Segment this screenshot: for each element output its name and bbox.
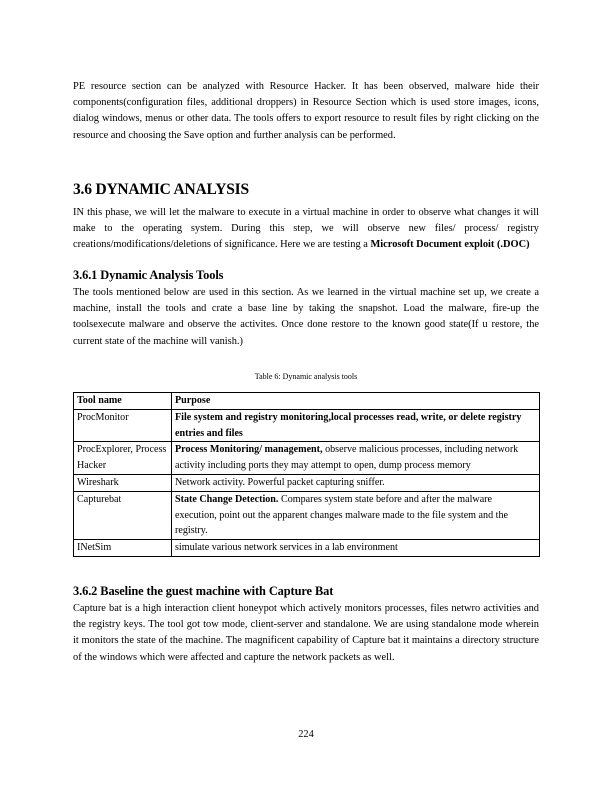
table-row <box>74 442 540 475</box>
tools-table <box>73 392 540 557</box>
tool-name-cell: Wireshark <box>74 474 172 491</box>
table-header-tool: Tool name <box>74 393 172 410</box>
subsection-1-heading: 3.6.1 Dynamic Analysis Tools <box>73 268 224 282</box>
table-header-purpose: Purpose <box>172 393 540 410</box>
table-row <box>74 540 540 557</box>
purpose-text: simulate various network services in a lab environment <box>175 542 398 554</box>
table-row <box>74 474 540 491</box>
purpose-cell <box>172 540 540 557</box>
purpose-cell <box>172 491 540 539</box>
purpose-bold: State Change Detection. <box>175 493 279 505</box>
tool-name-cell: Capturebat <box>74 491 172 539</box>
section-paragraph <box>73 205 539 254</box>
purpose-cell <box>172 409 540 442</box>
purpose-cell <box>172 442 540 475</box>
section-paragraph-bold: Microsoft Document exploit (.DOC) <box>370 239 530 251</box>
purpose-text: Compares system state before and after the malware execution, point out the apparent changes malware made to the file system and the registry. <box>175 493 508 537</box>
section-heading: 3.6 DYNAMIC ANALYSIS <box>73 181 249 198</box>
purpose-bold: Process Monitoring/ management, <box>175 444 323 456</box>
table-row <box>74 409 540 442</box>
subsection-2-paragraph: Capture bat is a high interaction client honeypot which actively monitors processes, files netwro activities and the registry keys. The tool got tow mode, client-server and standalone. We are using standalone mode wherein it monitors the state of the machine. The magnificent capability of Capture bat it maintains a directory structure of the windows which were affected and capture the network packets as well. <box>73 603 539 663</box>
purpose-text: Network activity. Powerful packet capturing sniffer. <box>175 476 385 488</box>
purpose-bold: File system and registry monitoring,local processes read, write, or delete registry entries and files <box>175 411 522 439</box>
tool-name-cell: INetSim <box>74 540 172 557</box>
purpose-text: observe malicious processes, including network activity including ports they may attempt to open, dump process memory <box>175 444 519 472</box>
tool-name-cell: ProcExplorer, Process Hacker <box>74 442 172 475</box>
tool-name-cell: ProcMonitor <box>74 409 172 442</box>
table-row <box>74 491 540 539</box>
page-number: 224 <box>298 729 314 740</box>
subsection-1-paragraph: The tools mentioned below are used in this section. As we learned in the virtual machine set up, we create a machine, install the tools and crate a base line by taking the snapshot. Load the malware, fire-up the toolsexecute malware and observe the activites. Once done restore to the known good state(If u restore, the current state of the machine will vanish.) <box>73 287 539 347</box>
subsection-2-heading: 3.6.2 Baseline the guest machine with Capture Bat <box>73 584 334 598</box>
intro-paragraph: PE resource section can be analyzed with Resource Hacker. It has been observed, malware hide their components(configuration files, additional droppers) in Resource Section which is used store images, icons, dialog windows, menus or other data. The tools offers to export resource to result files by right clicking on the resource and choosing the Save option and further analysis can be performed. <box>73 81 539 141</box>
table-header-row <box>74 393 540 410</box>
section-paragraph-text: IN this phase, we will let the malware to execute in a virtual machine in order to observe what changes it will make to the operating system. During this step, we will observe new files/ process/ registry creations/modifications/deletions of significance. Here we are testing a <box>73 207 539 251</box>
table-caption: Table 6: Dynamic analysis tools <box>254 372 358 381</box>
purpose-cell <box>172 474 540 491</box>
